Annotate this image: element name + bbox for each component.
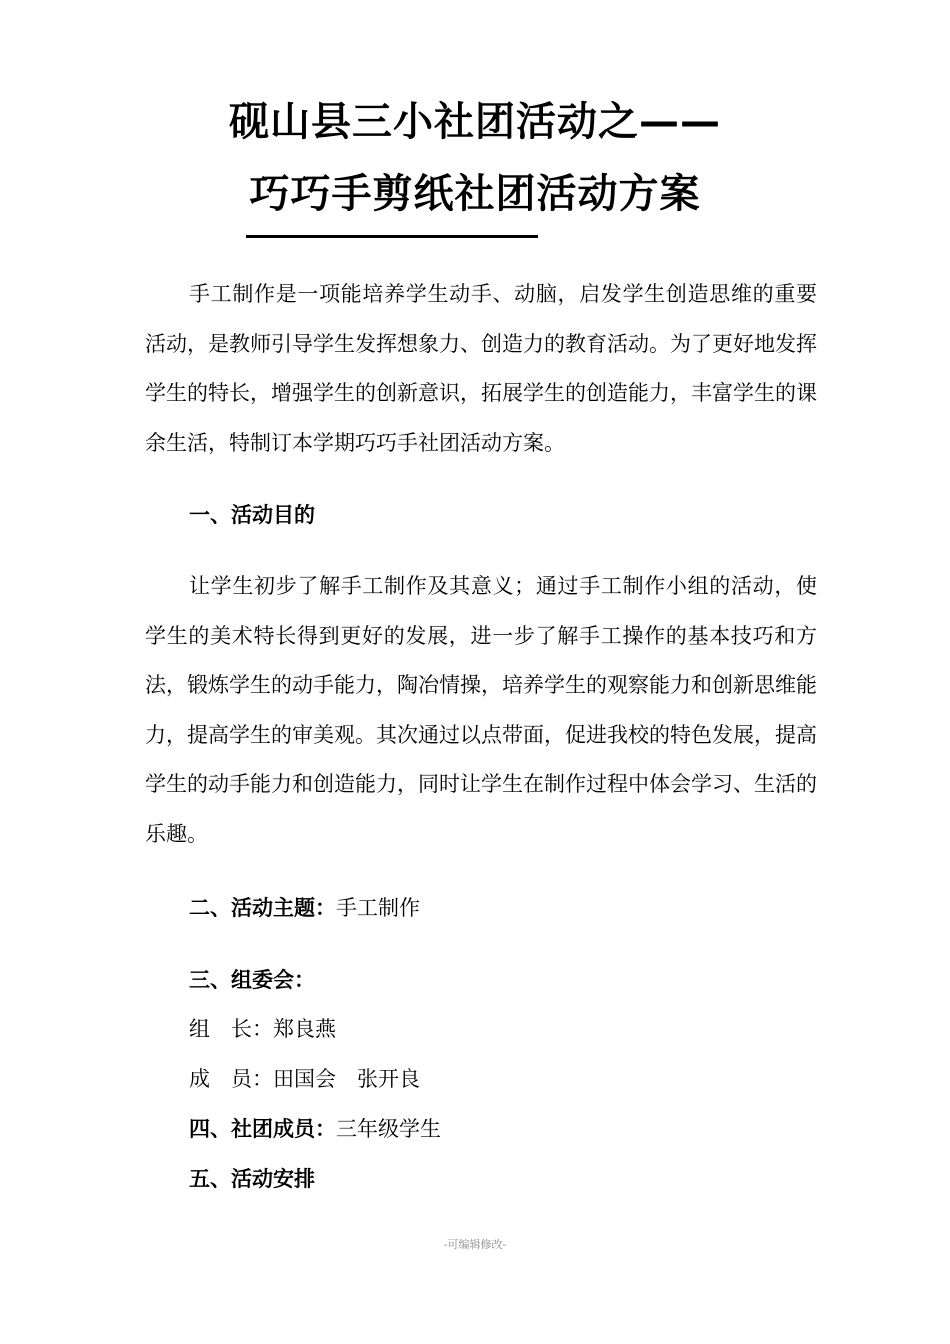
document-title-line1: 砚山县三小社团活动之—— — [229, 99, 721, 145]
section2-heading: 二、活动主题： — [189, 896, 336, 920]
section4-line — [189, 1114, 441, 1144]
section3-heading: 三、组委会： — [189, 968, 315, 992]
section4-heading: 四、社团成员： — [189, 1117, 336, 1141]
leader-value: 郑良燕 — [273, 1017, 336, 1041]
leader-line — [189, 1014, 336, 1044]
members-line — [189, 1064, 420, 1094]
section2-value: 手工制作 — [336, 896, 420, 920]
section2-line — [189, 893, 420, 923]
section4-value: 三年级学生 — [336, 1117, 441, 1141]
title-underline — [246, 235, 538, 238]
page-footer: -可编辑修改- — [443, 1238, 507, 1251]
section1-heading: 一、活动目的 — [189, 503, 315, 527]
members-label: 成 员： — [189, 1067, 273, 1091]
section1-paragraph: 让学生初步了解手工制作及其意义；通过手工制作小组的活动，使学生的美术特长得到更好的发展，进一步了解手工操作的基本技巧和方法，锻炼学生的动手能力，陶冶情操，培养学生的观察能力和创新思维能力，提高学生的审美观。其次通过以点带面，促进我校的特色发展，提高学生的动手能力和创造能力，同时让学生在制作过程中体会学习、生活的乐趣。 — [145, 574, 817, 846]
document-title-line2: 巧巧手剪纸社团活动方案 — [249, 171, 701, 217]
intro-paragraph: 手工制作是一项能培养学生动手、动脑，启发学生创造思维的重要活动，是教师引导学生发挥想象力、创造力的教育活动。为了更好地发挥学生的特长，增强学生的创新意识，拓展学生的创造能力，丰富学生的课余生活，特制订本学期巧巧手社团活动方案。 — [145, 282, 817, 455]
members-value: 田国会 张开良 — [273, 1067, 420, 1091]
section5-heading: 五、活动安排 — [189, 1167, 315, 1191]
leader-label: 组 长： — [189, 1017, 273, 1041]
